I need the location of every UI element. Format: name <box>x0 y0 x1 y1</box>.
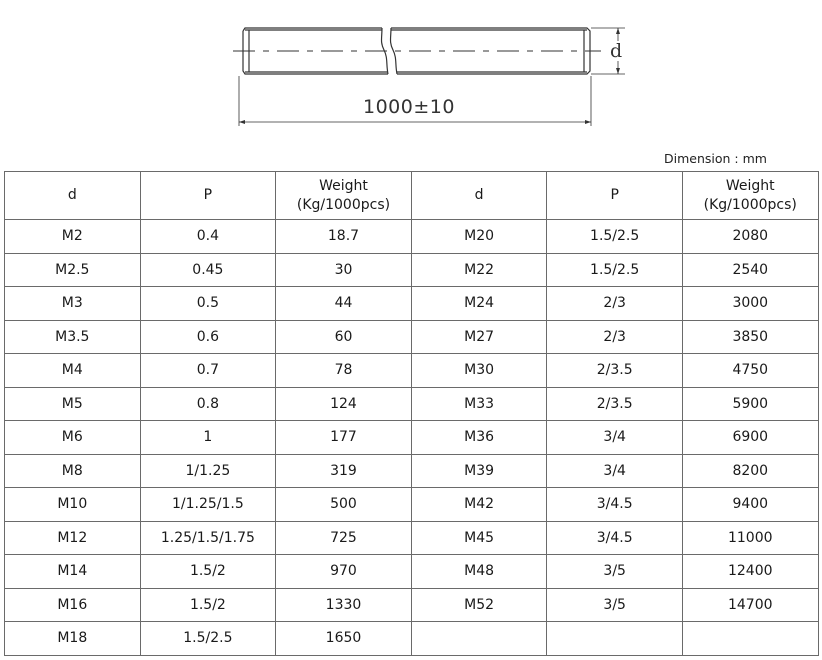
cell-d: M39 <box>411 454 547 488</box>
cell-p: 1.5/2.5 <box>547 220 683 254</box>
header-p: P <box>140 172 276 220</box>
cell-p: 2/3 <box>547 287 683 321</box>
table-row <box>5 421 819 455</box>
cell-d: M4 <box>5 354 141 388</box>
cell-weight: 124 <box>276 387 412 421</box>
threaded-rod-spec-table <box>4 171 819 656</box>
cell-d: M16 <box>5 588 141 622</box>
cell-p: 1.5/2.5 <box>547 253 683 287</box>
cell-d: M3 <box>5 287 141 321</box>
cell-weight: 11000 <box>682 521 818 555</box>
cell-weight: 78 <box>276 354 412 388</box>
cell-weight: 3850 <box>682 320 818 354</box>
cell-p: 0.6 <box>140 320 276 354</box>
cell-weight: 500 <box>276 488 412 522</box>
cell-d: M8 <box>5 454 141 488</box>
cell-p: 3/4 <box>547 421 683 455</box>
cell-d: M45 <box>411 521 547 555</box>
table-row <box>5 488 819 522</box>
cell-weight: 1330 <box>276 588 412 622</box>
cell-d: M52 <box>411 588 547 622</box>
cell-d: M22 <box>411 253 547 287</box>
cell-p: 3/4.5 <box>547 521 683 555</box>
cell-weight: 970 <box>276 555 412 589</box>
cell-p: 3/4.5 <box>547 488 683 522</box>
cell-weight: 2540 <box>682 253 818 287</box>
cell-d: M2.5 <box>5 253 141 287</box>
table-row <box>5 320 819 354</box>
cell-weight: 14700 <box>682 588 818 622</box>
header-weight: Weight (Kg/1000pcs) <box>276 172 412 220</box>
cell-p: 0.8 <box>140 387 276 421</box>
cell-weight: 12400 <box>682 555 818 589</box>
cell-p: 1.5/2 <box>140 555 276 589</box>
cell-p: 0.5 <box>140 287 276 321</box>
cell-d: M2 <box>5 220 141 254</box>
header-p: P <box>547 172 683 220</box>
cell-p: 2/3.5 <box>547 354 683 388</box>
table-header-row <box>5 172 819 220</box>
cell-weight: 319 <box>276 454 412 488</box>
cell-p: 2/3.5 <box>547 387 683 421</box>
cell-weight <box>682 622 818 656</box>
cell-d: M33 <box>411 387 547 421</box>
cell-d: M30 <box>411 354 547 388</box>
cell-weight: 8200 <box>682 454 818 488</box>
cell-d: M48 <box>411 555 547 589</box>
cell-p: 1/1.25/1.5 <box>140 488 276 522</box>
cell-p: 1/1.25 <box>140 454 276 488</box>
table-row <box>5 622 819 656</box>
cell-d: M42 <box>411 488 547 522</box>
cell-p: 2/3 <box>547 320 683 354</box>
table-row <box>5 220 819 254</box>
cell-weight: 5900 <box>682 387 818 421</box>
cell-d: M5 <box>5 387 141 421</box>
cell-weight: 1650 <box>276 622 412 656</box>
table-row <box>5 588 819 622</box>
cell-p: 0.45 <box>140 253 276 287</box>
cell-weight: 60 <box>276 320 412 354</box>
cell-d: M36 <box>411 421 547 455</box>
table-row <box>5 521 819 555</box>
cell-p: 3/4 <box>547 454 683 488</box>
cell-d: M18 <box>5 622 141 656</box>
cell-d: M14 <box>5 555 141 589</box>
cell-d: M27 <box>411 320 547 354</box>
cell-p: 1.5/2 <box>140 588 276 622</box>
cell-weight: 3000 <box>682 287 818 321</box>
cell-d: M3.5 <box>5 320 141 354</box>
cell-p: 1.25/1.5/1.75 <box>140 521 276 555</box>
cell-p: 3/5 <box>547 555 683 589</box>
length-label: 1000±10 <box>363 96 455 118</box>
cell-p: 0.4 <box>140 220 276 254</box>
cell-d: M6 <box>5 421 141 455</box>
cell-weight: 177 <box>276 421 412 455</box>
cell-d: M20 <box>411 220 547 254</box>
header-weight: Weight (Kg/1000pcs) <box>682 172 818 220</box>
cell-d: M12 <box>5 521 141 555</box>
cell-weight: 4750 <box>682 354 818 388</box>
table-row <box>5 454 819 488</box>
cell-weight: 9400 <box>682 488 818 522</box>
cell-weight: 725 <box>276 521 412 555</box>
cell-weight: 30 <box>276 253 412 287</box>
cell-weight: 6900 <box>682 421 818 455</box>
cell-weight: 18.7 <box>276 220 412 254</box>
table-row <box>5 253 819 287</box>
dimension-unit-note: Dimension : mm <box>664 151 767 166</box>
cell-d <box>411 622 547 656</box>
cell-p: 3/5 <box>547 588 683 622</box>
diameter-label: d <box>610 40 623 62</box>
cell-weight: 44 <box>276 287 412 321</box>
cell-p: 0.7 <box>140 354 276 388</box>
header-d: d <box>411 172 547 220</box>
table-row <box>5 387 819 421</box>
table-row <box>5 555 819 589</box>
cell-p <box>547 622 683 656</box>
table-row <box>5 287 819 321</box>
cell-d: M10 <box>5 488 141 522</box>
cell-p: 1.5/2.5 <box>140 622 276 656</box>
cell-p: 1 <box>140 421 276 455</box>
cell-weight: 2080 <box>682 220 818 254</box>
header-d: d <box>5 172 141 220</box>
cell-d: M24 <box>411 287 547 321</box>
table-row <box>5 354 819 388</box>
